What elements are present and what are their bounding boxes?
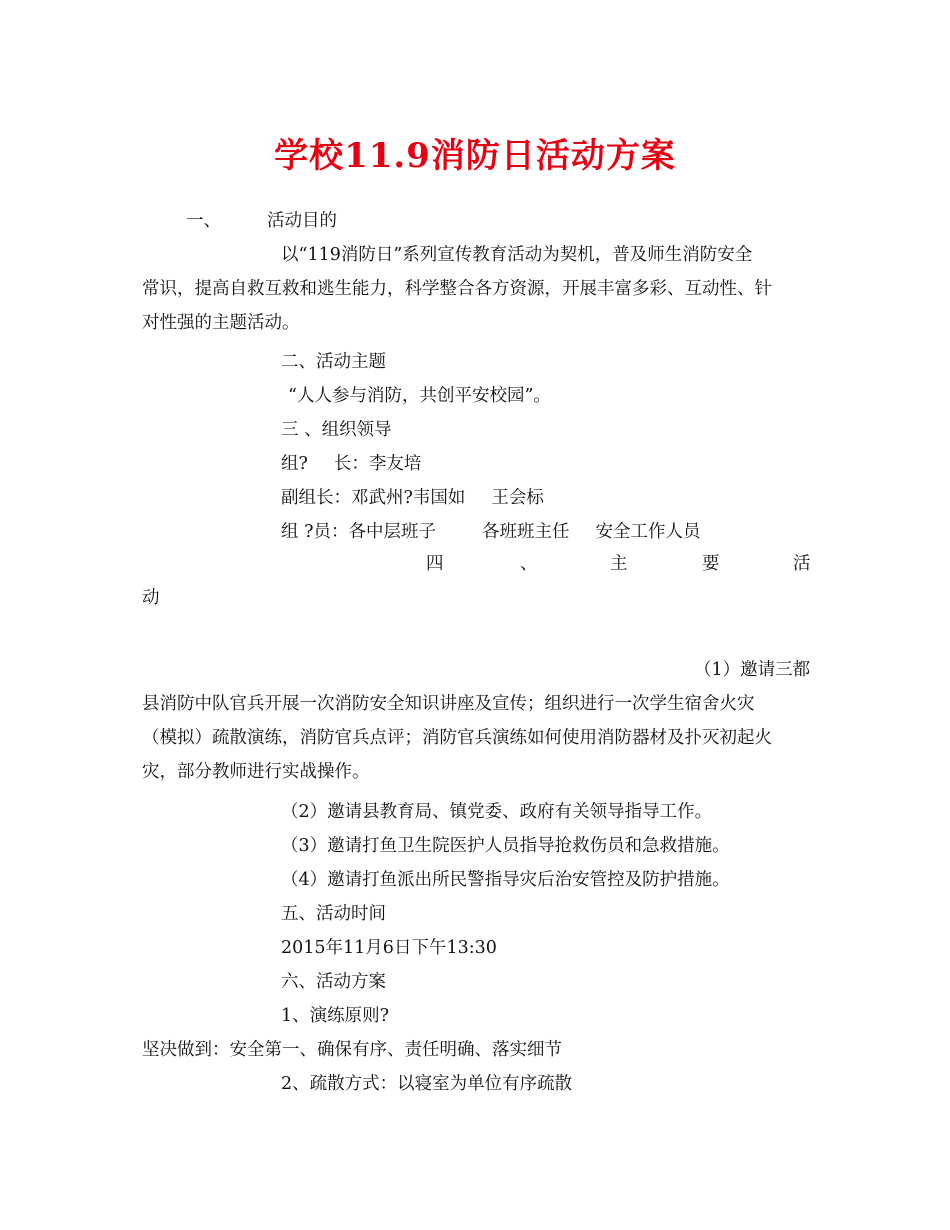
section-4-heading-char-1: 四 [426, 554, 444, 574]
section-3-leader [281, 452, 421, 476]
section-4-item-2: （2）邀请县教育局、镇党委、政府有关领导指导工作。 [281, 802, 713, 822]
deputy-name-2: 王会标 [491, 488, 544, 508]
section-4-item-1-line-3: 灾，部分教师进行实战操作。 [142, 762, 370, 782]
section-5-time: 2015年11月6日下午13:30 [281, 938, 497, 958]
deputy-names: 副组长：邓武州?韦国如 [281, 488, 466, 508]
section-1-label: 活动目的 [267, 211, 337, 231]
section-4-heading-char-5: 活 [793, 554, 811, 574]
leader-name: 长：李友培 [333, 454, 422, 474]
section-3-heading: 三 、组织领导 [281, 420, 392, 440]
section-4-heading-char-4: 要 [702, 554, 720, 574]
section-4-item-1-head: （1）邀请三都 [694, 660, 811, 680]
document-title: 学校11.9消防日活动方案 [274, 136, 676, 176]
section-1-paragraph-line-3: 对性强的主题活动。 [142, 313, 300, 333]
section-3-deputy [281, 486, 544, 510]
section-2-theme: “人人参与消防，共创平安校园”。 [288, 386, 551, 406]
section-4-item-1-line-1: 县消防中队官兵开展一次消防安全知识讲座及宣传；组织进行一次学生宿舍火灾 [142, 694, 755, 714]
section-3-members [281, 520, 700, 544]
section-6-item-2: 2、疏散方式：以寝室为单位有序疏散 [281, 1074, 573, 1094]
section-1-paragraph-line-1: 以“119消防日”系列宣传教育活动为契机，普及师生消防安全 [281, 245, 753, 265]
section-4-item-1-line-2: （模拟）疏散演练，消防官兵点评；消防官兵演练如何使用消防器材及扑灭初起火 [142, 728, 772, 748]
members-1: 组 ?员：各中层班子 [281, 522, 436, 542]
section-1-number: 一、 [186, 211, 221, 231]
section-4-item-4: （4）邀请打鱼派出所民警指导灾后治安管控及防护措施。 [281, 870, 730, 890]
section-6-heading: 六、活动方案 [281, 972, 386, 992]
section-1-paragraph-line-2: 常识，提高自救互救和逃生能力，科学整合各方资源，开展丰富多彩、互动性、针 [142, 279, 772, 299]
section-4-heading-tail: 动 [142, 588, 160, 608]
section-6-item-1: 1、演练原则? [281, 1006, 390, 1026]
members-3: 安全工作人员 [595, 522, 701, 542]
leader-label: 组? [281, 454, 308, 474]
section-4-item-3: （3）邀请打鱼卫生院医护人员指导抢救伤员和急救措施。 [281, 836, 730, 856]
section-4-heading-char-2: 、 [520, 554, 538, 574]
section-5-heading: 五、活动时间 [281, 904, 386, 924]
section-6-item-1-detail: 坚决做到：安全第一、确保有序、责任明确、落实细节 [142, 1040, 562, 1060]
section-4-heading-char-3: 主 [610, 554, 628, 574]
members-2: 各班班主任 [481, 522, 570, 542]
section-2-heading: 二、活动主题 [281, 352, 386, 372]
section-1-heading [186, 209, 337, 233]
